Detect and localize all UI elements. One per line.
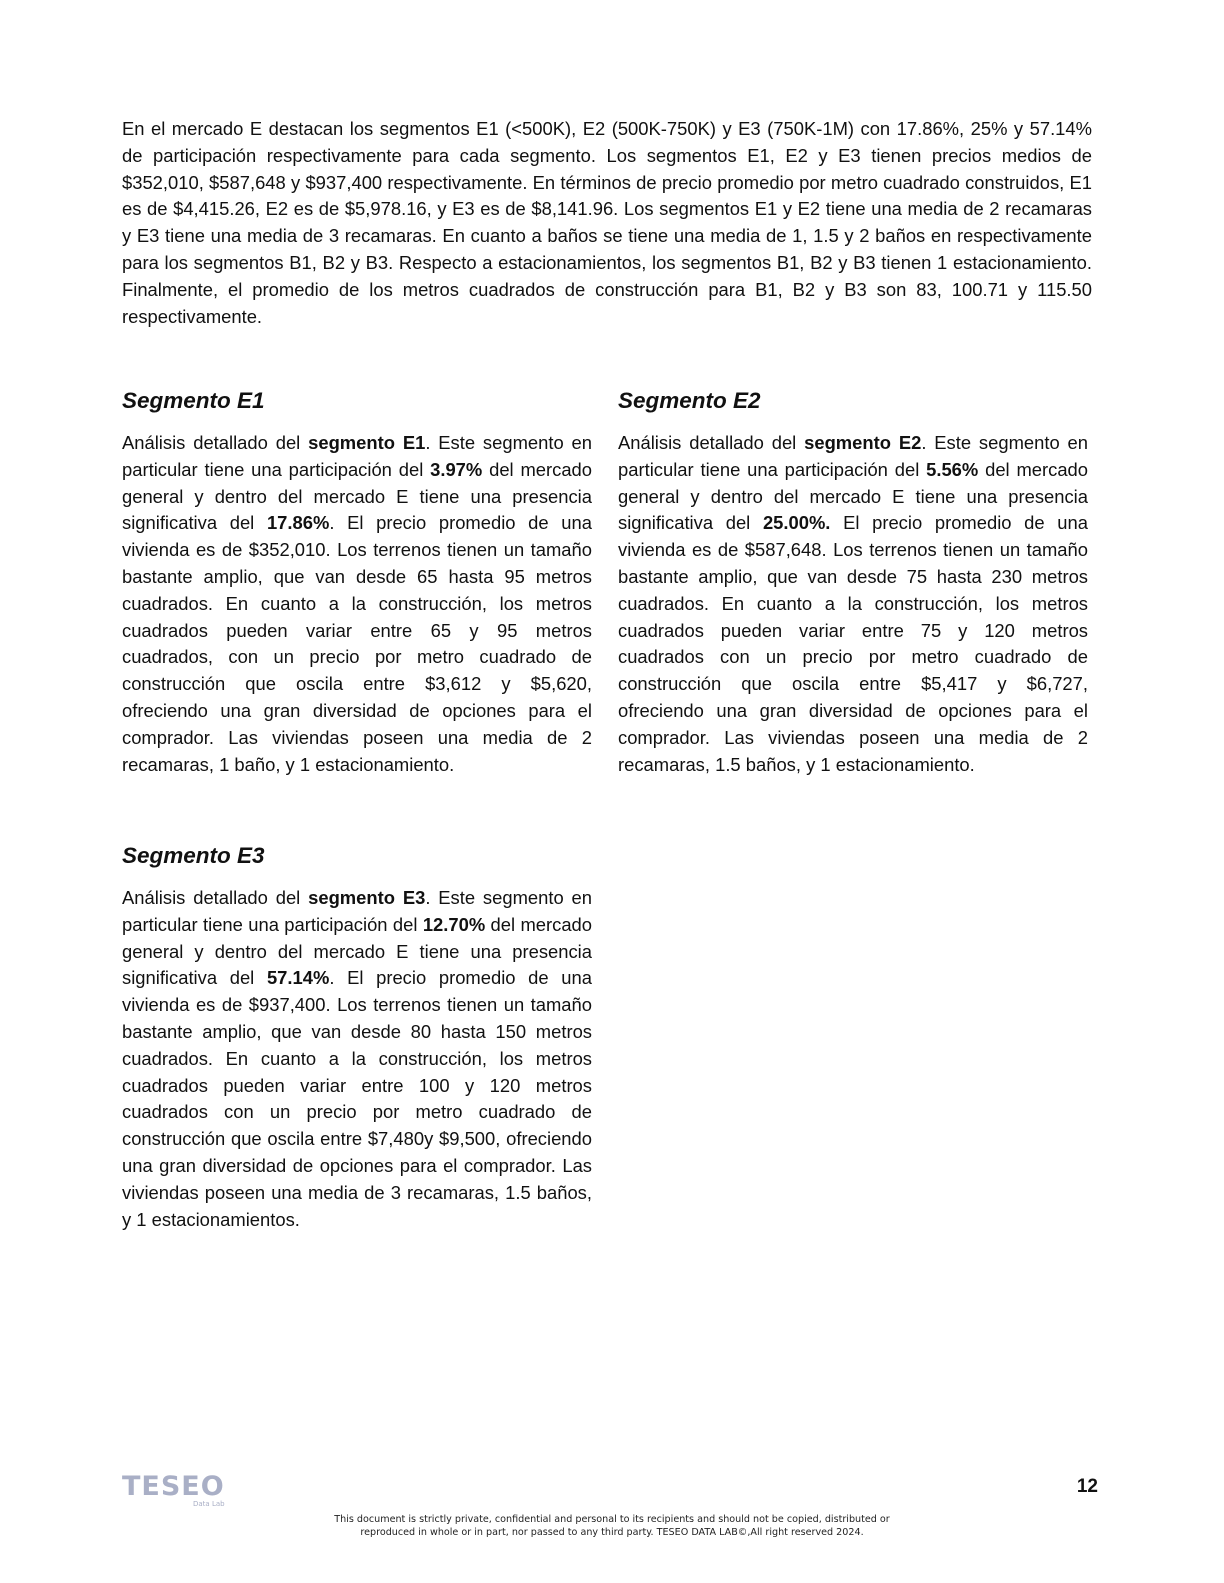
segment-e2-body: Análisis detallado del segmento E2. Este segmento en particular tiene una participación del 5.56% del mercado general y dentro del mercado E tiene una presencia significativa del 25.00%. El precio promedio de una vivienda es de $587,648. Los terrenos tienen un tamaño bastante amplio, que van desde 75 hasta 230 metros cuadrados. En cuanto a la construcción, los metros cuadrados pueden variar entre 75 y 120 metros cuadrados con un precio por metro cuadrado de construcción que oscila entre $5,417 y $6,727, ofreciendo una gran diversidad de opciones para el comprador. Las viviendas poseen una media de 2 recamaras, 1.5 baños, y 1 estacionamiento.	[618, 432, 1089, 775]
footer-disclaimer	[300, 1513, 924, 1539]
segment-e3-title: Segmento E3	[122, 843, 265, 868]
segment-e2-section	[618, 386, 1088, 778]
segment-e1-section	[122, 386, 592, 778]
segment-e2-title: Segmento E2	[618, 388, 761, 413]
intro-paragraph: En el mercado E destacan los segmentos E1 (<500K), E2 (500K-750K) y E3 (750K-1M) con 17.86%, 25% y 57.14% de participación respectivamente para cada segmento. Los segmentos E1, E2 y E3 tienen precios medios de $352,010, $587,648 y $937,400 respectivamente. En términos de precio promedio por metro cuadrado construidos, E1 es de $4,415.26, E2 es de $5,978.16, y E3 es de $8,141.96. Los segmentos E1 y E2 tiene una media de 2 recamaras y E3 tiene una media de 3 recamaras. En cuanto a baños se tiene una media de 1, 1.5 y 2 baños en respectivamente para los segmentos B1, B2 y B3. Respecto a estacionamientos, los segmentos B1, B2 y B3 tienen 1 estacionamiento. Finalmente, el promedio de los metros cuadrados de construcción para B1, B2 y B3 son 83, 100.71 y 115.50 respectivamente.	[122, 118, 1092, 327]
page-number: 12	[1076, 1476, 1098, 1497]
segment-e1-title: Segmento E1	[122, 388, 265, 413]
logo-subtext: Data Lab	[193, 1500, 225, 1508]
segment-e3-section	[122, 841, 592, 1233]
logo-wordmark: TESEO	[122, 1471, 225, 1502]
teseo-logo	[122, 1472, 232, 1512]
segment-e3-body: Análisis detallado del segmento E3. Este segmento en particular tiene una participación del 12.70% del mercado general y dentro del mercado E tiene una presencia significativa del 57.14%. El precio promedio de una vivienda es de $937,400. Los terrenos tienen un tamaño bastante amplio, que van desde 80 hasta 150 metros cuadrados. En cuanto a la construcción, los metros cuadrados pueden variar entre 100 y 120 metros cuadrados con un precio por metro cuadrado de construcción que oscila entre $7,480y $9,500, ofreciendo una gran diversidad de opciones para el comprador. Las viviendas poseen una media de 3 recamaras, 1.5 baños, y 1 estacionamientos.	[122, 887, 593, 1230]
segment-e1-body: Análisis detallado del segmento E1. Este segmento en particular tiene una participación del 3.97% del mercado general y dentro del mercado E tiene una presencia significativa del 17.86%. El precio promedio de una vivienda es de $352,010. Los terrenos tienen un tamaño bastante amplio, que van desde 65 hasta 95 metros cuadrados. En cuanto a la construcción, los metros cuadrados pueden variar entre 65 y 95 metros cuadrados, con un precio por metro cuadrado de construcción que oscila entre $3,612 y $5,620, ofreciendo una gran diversidad de opciones para el comprador. Las viviendas poseen una media de 2 recamaras, 1 baño, y 1 estacionamiento.	[122, 432, 593, 775]
disclaimer-line-1: This document is strictly private, confidential and personal to its recipients and should not be copied, distributed or	[334, 1514, 890, 1525]
disclaimer-line-2: reproduced in whole or in part, nor passed to any third party. TESEO DATA LAB©,All right reserved 2024.	[360, 1527, 864, 1538]
